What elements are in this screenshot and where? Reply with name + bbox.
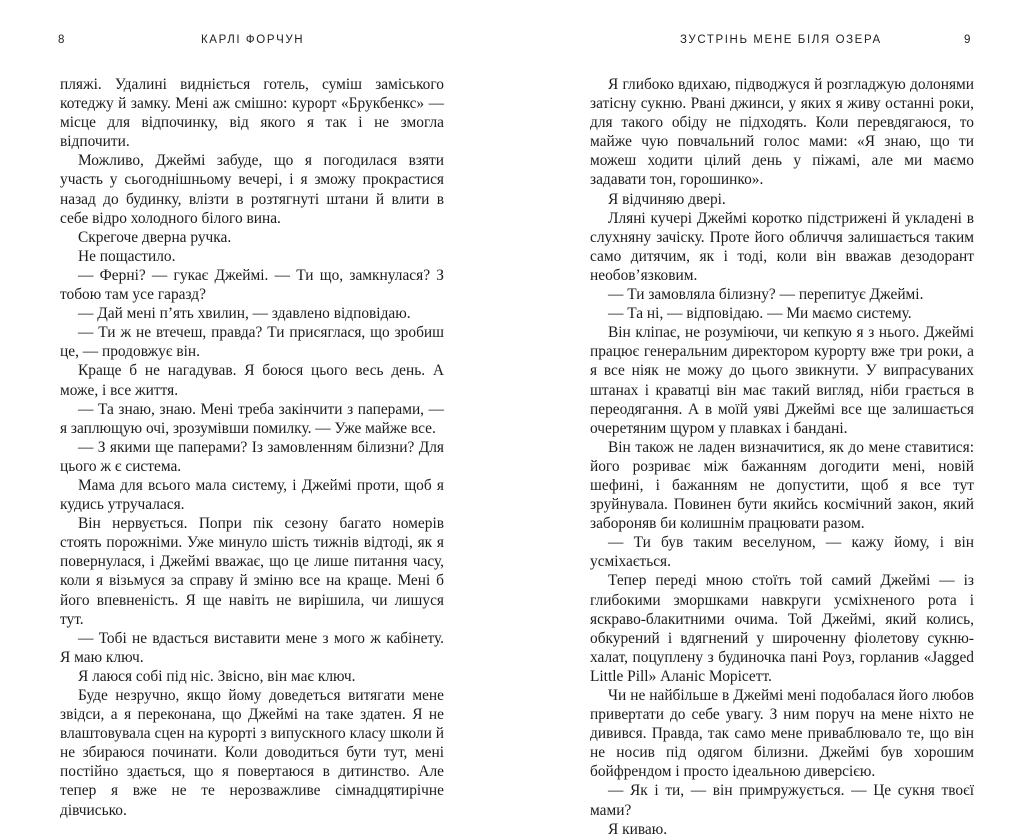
paragraph: — Ти замовляла білизну? — перепитує Джеймі. (608, 286, 924, 304)
running-head: ЗУСТРІНЬ МЕНЕ БІЛЯ ОЗЕРА (680, 34, 882, 46)
paragraph: Я глибоко вдихаю, підводжуся й розгладжую долонями затісну сукню. Рвані джинси, у яких я живу останні роки, для такого обіду не підходять. Коли перевдягаюся, то майже чую повчальний голос мами: «Я знаю, що ти можеш ходити цілий день у піжамі, але ми маємо задавати тон, горошинко». (590, 76, 974, 189)
paragraph: Я відчиняю двері. (608, 190, 726, 208)
paragraph: Чи не найбільше в Джеймі мені подобалася його любов привертати до себе увагу. З ним поруч на мене ніхто не дивився. Правда, так само мене приваблювало те, що він не носив під одягом білизни. Джеймі був хорошим бойфрендом і просто ідеальною диверсією. (590, 687, 974, 781)
paragraph: Він кліпає, не розуміючи, чи кепкую я з нього. Джеймі працює генеральним директором курорту вже три роки, а я все ніяк не можу до цього звикнути. У випрасуваних штанах і краватці він має такий вигляд, ніби грається в переодягання. А в моїй уяві Джеймі все ще залишається очеретяним щуром у плавках і бандані. (590, 324, 974, 437)
paragraph: Тепер переді мною стоїть той самий Джеймі — із глибокими зморшками навкруги усміхненого рота і яскраво-блакитними очима. Той Джеймі, який колись, обкурений і вдягнений у широченну фіолетову сукню-халат, поцуплену з будиночка пані Роуз, горланив «Jagged Little Pill» Аланіс Морісетт. (590, 572, 974, 685)
paragraph: — Ти був таким веселуном, — кажу йому, і він усміхається. (590, 534, 974, 571)
paragraph: пляжі. Удалині видніється готель, суміш заміського котеджу й замку. Мені аж смішно: курорт «Брукбенкс» — місце для відпочинку, від якого я так і не змогла відпочити. (60, 76, 444, 151)
paragraph: — Та ні, — відповідаю. — Ми маємо систему. (608, 305, 912, 323)
body-text (590, 75, 974, 839)
left-page (0, 0, 512, 819)
page-number: 9 (964, 34, 972, 46)
right-page (512, 0, 1024, 838)
paragraph: Буде незручно, якщо йому доведеться витягати мене звідси, а я переконана, що Джеймі на таке здатен. Я не влаштовувала сцен на курорті з випускного класу школи й не збираюся починати. Коли доводиться бути тут, мені постійно здається, що я повертаюся в дитинство. Але тепер я вже не те нерозважливе сімнадцятирічне дівчисько. (60, 687, 444, 819)
paragraph: Можливо, Джеймі забуде, що я погодилася взяти участь у сьогоднішньому вечері, і я зможу прокрастися назад до будинку, влізти в розтягнуті штани й влити в себе відро холодного білого вина. (60, 152, 444, 227)
paragraph: Краще б не нагадував. Я боюся цього весь день. А може, і все життя. (60, 362, 444, 399)
paragraph: Він нервується. Попри пік сезону багато номерів стоять порожніми. Уже минуло шість тижнів відтоді, як я повернулася, і Джеймі вважає, що це лише питання часу, коли я візьмуся за справу й зміню все на краще. Мені б його впевненість. Я ще навіть не вирішила, чи лишуся тут. (60, 515, 444, 628)
paragraph: Я лаюся собі під ніс. Звісно, він має ключ. (78, 667, 356, 685)
paragraph: — Ферні? — гукає Джеймі. — Ти що, замкнулася? З тобою там усе гаразд? (60, 266, 444, 304)
paragraph: Лляні кучері Джеймі коротко підстрижені й укладені в слухняну зачіску. Проте його обличчя залишається таким само дитячим, як і тоді, коли він вважав дезодорант необов’язковим. (590, 209, 974, 284)
paragraph: — З якими ще паперами? Із замовленням білизни? Для цього ж є система. (60, 438, 444, 475)
paragraph: — Дай мені п’ять хвилин, — здавлено відповідаю. (78, 305, 411, 323)
paragraph: Мама для всього мала систему, і Джеймі проти, щоб я кудись утручалася. (60, 476, 444, 514)
paragraph: — Ти ж не втечеш, правда? Ти присяглася, що зробиш це, — продовжує він. (60, 324, 444, 361)
paragraph: — Та знаю, знаю. Мені треба закінчити з паперами, — я заплющую очі, зрозумівши помилку. — Уже майже все. (60, 400, 444, 437)
running-head: КАРЛІ ФОРЧУН (201, 34, 305, 46)
paragraph: — Тобі не вдасться виставити мене з мого ж кабінету. Я маю ключ. (60, 629, 444, 666)
paragraph: — Як і ти, — він примружується. — Це сукня твоєї мами? (590, 782, 974, 819)
paragraph: Я киваю. (608, 820, 668, 838)
paragraph: Він також не ладен визначитися, як до мене ставитися: його розриває між бажанням догодити мені, новій шефині, і бажанням не допустити, щоб я все тут зруйнувала. Повинен бути якийсь космічний закон, який забороняв би колишнім працювати разом. (590, 438, 974, 533)
body-text (60, 75, 444, 820)
page-number: 8 (58, 34, 66, 46)
paragraph: Не пощастило. (78, 247, 176, 265)
paragraph: Скрегоче дверна ручка. (78, 228, 232, 246)
